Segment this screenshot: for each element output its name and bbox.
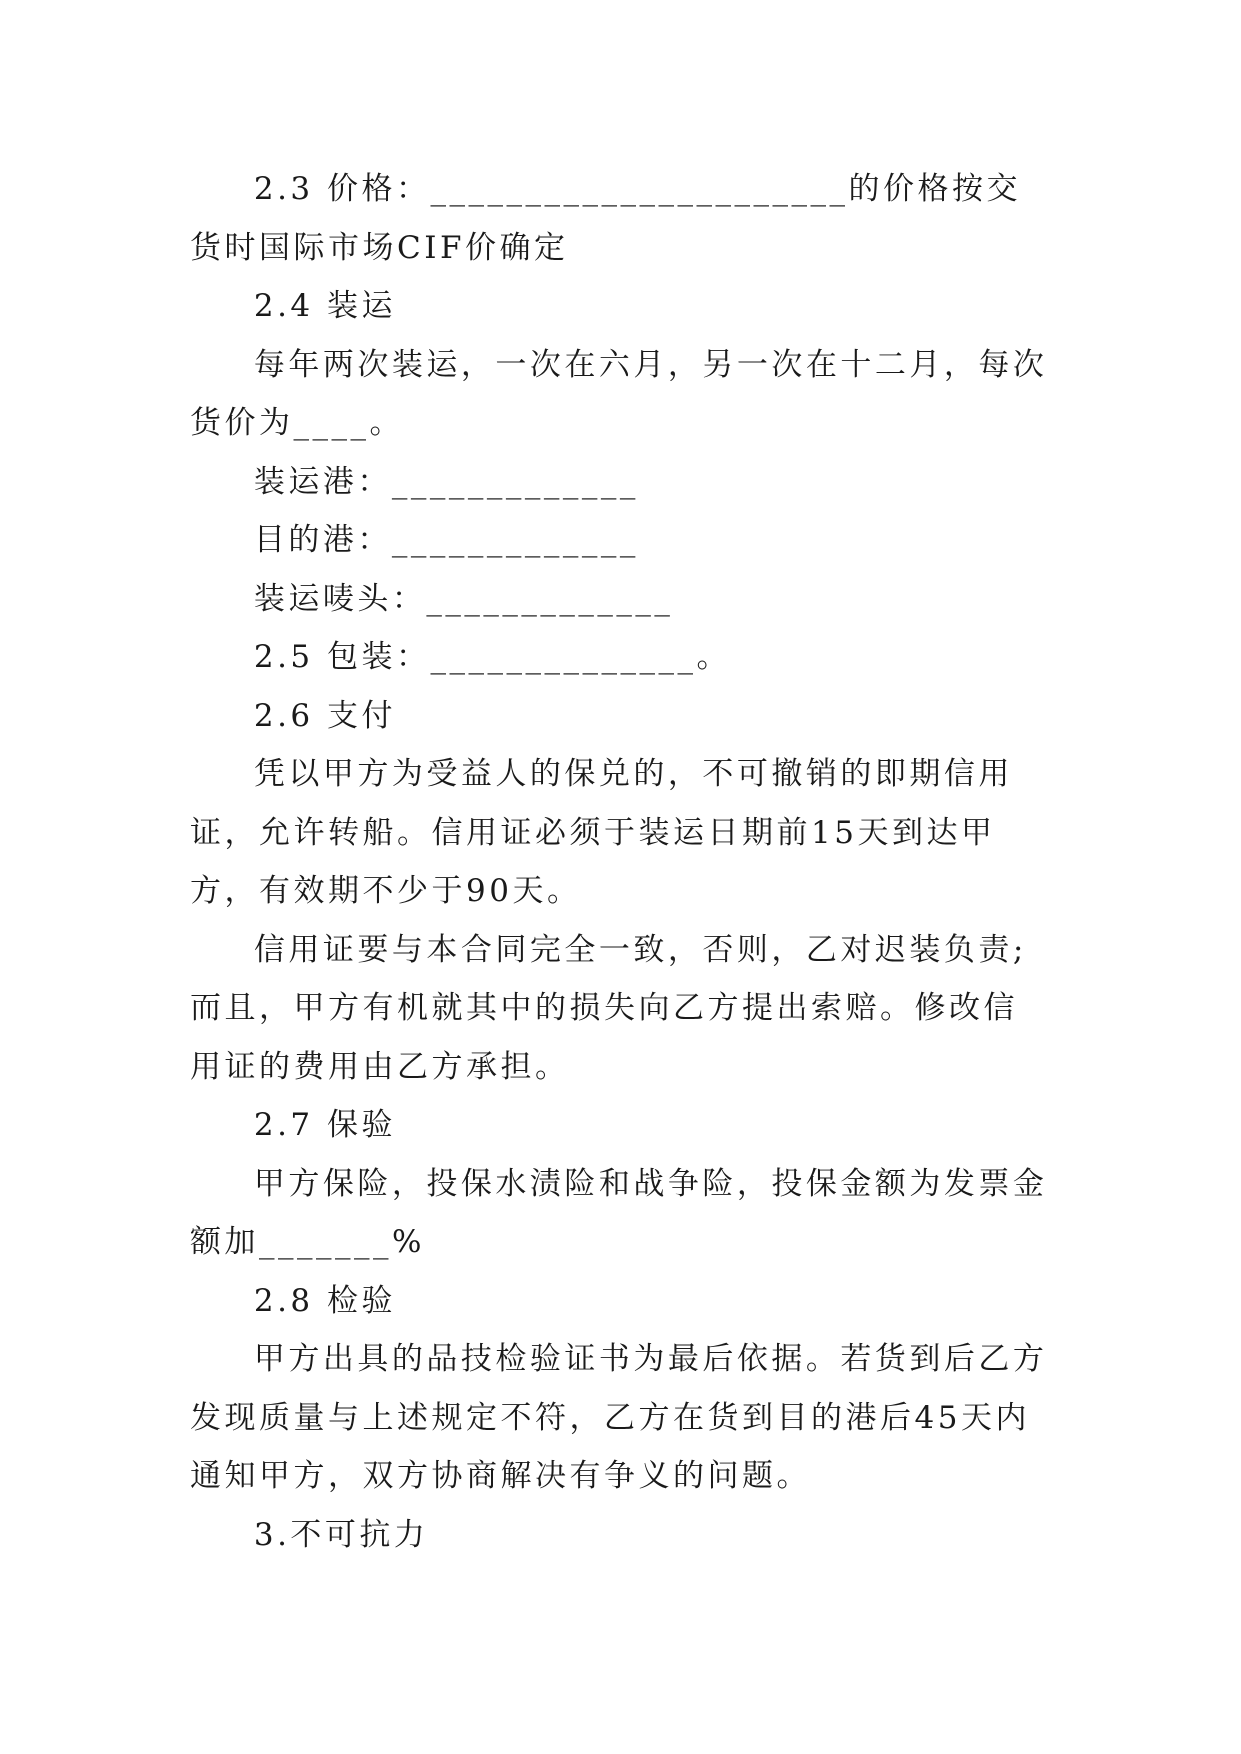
insurance-heading: 2.7 保验: [253, 1107, 397, 1143]
payment-heading: 2.6 支付: [253, 697, 397, 734]
shipment-heading: 2.4 装运: [253, 288, 397, 324]
letter-of-credit-text: 信用证要与本合同完全一致，否则，乙对迟装负责;而且，甲方有机就其中的损失向乙方提出索赔。修改信用证的费用由乙方承担。: [190, 931, 1027, 1085]
price-clause: 2.3 价格：______________________的价格按交货时国际市场CIF价确定: [190, 171, 1022, 266]
loading-port: 装运港：_____________: [253, 463, 639, 500]
inspection-heading: 2.8 检验: [253, 1282, 397, 1319]
shipping-marks: 装运唛头：_____________: [253, 580, 674, 617]
shipment-text: 每年两次装运，一次在六月，另一次在十二月，每次货价为____。: [190, 346, 1048, 441]
destination-port: 目的港：_____________: [253, 522, 639, 558]
insurance-text: 甲方保险，投保水渍险和战争险，投保金额为发票金额加_______%: [190, 1165, 1048, 1260]
document-page: [190, 160, 1050, 1564]
packing-clause: 2.5 包装：______________。: [253, 639, 732, 675]
payment-text: 凭以甲方为受益人的保兑的，不可撤销的即期信用证，允许转船。信用证必须于装运日期前15天到达甲方，有效期不少于90天。: [190, 756, 1013, 909]
inspection-text: 甲方出具的品技检验证书为最后依据。若货到后乙方发现质量与上述规定不符，乙方在货到目的港后45天内通知甲方，双方协商解决有争义的问题。: [190, 1341, 1048, 1494]
force-majeure-heading: 3.不可抗力: [253, 1516, 429, 1553]
